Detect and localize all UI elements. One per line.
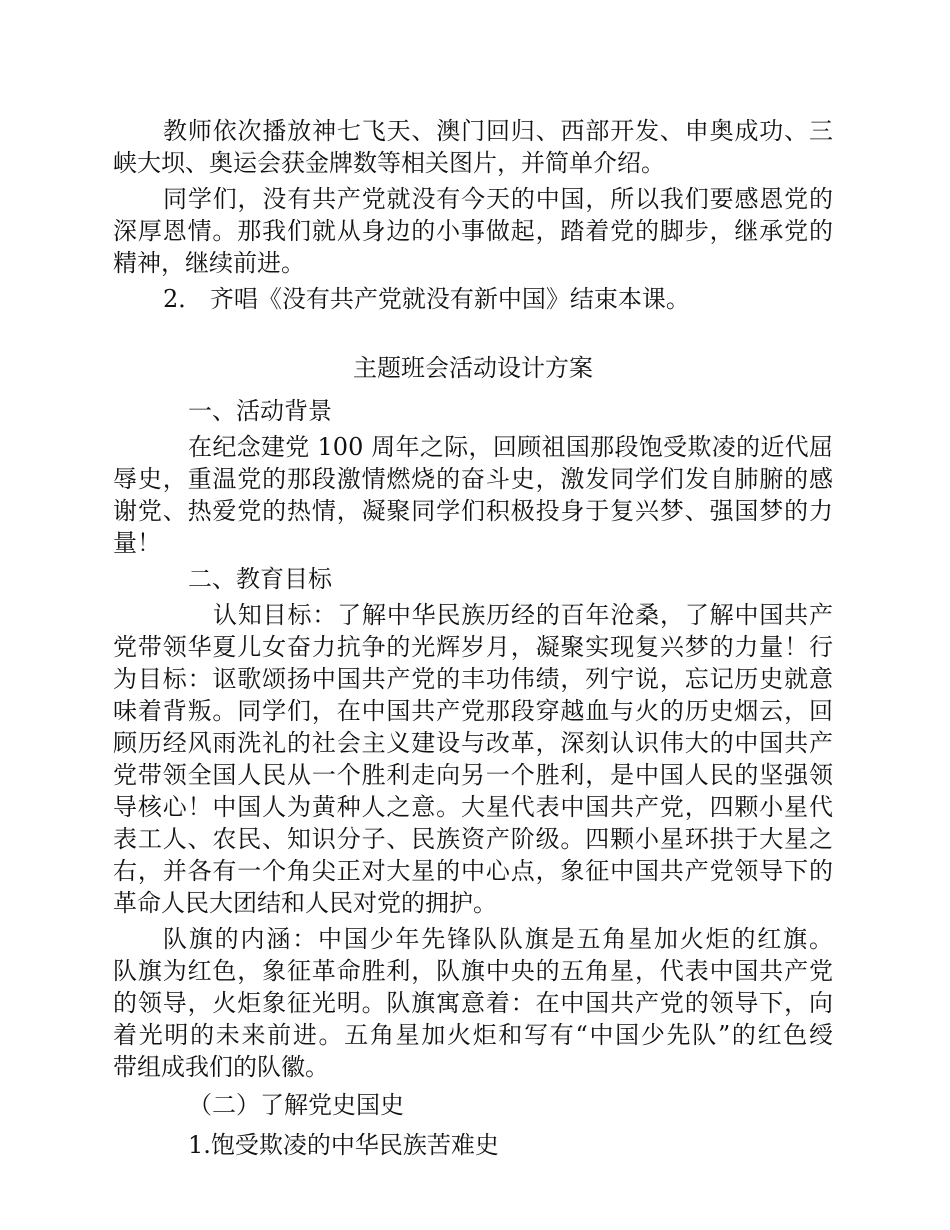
heading-education-goals: 二、教育目标 (188, 565, 332, 593)
paragraph-goals-line-8: 表工人、农民、知识分子、民族资产阶级。四颗小星环拱于大星之 (113, 825, 833, 853)
paragraph-flag-line-4: 着光明的未来前进。五角星加火炬和写有“中国少先队”的红色绶 (113, 1021, 833, 1049)
paragraph-background-line-3: 谢党、热爱党的热情，凝聚同学们积极投身于复兴梦、强国梦的力 (113, 497, 833, 525)
paragraph-goals-line-9: 右，并各有一个角尖正对大星的中心点，象征中国共产党领导下的 (113, 857, 833, 885)
paragraph-flag-line-2: 队旗为红色，象征革命胜利，队旗中央的五角星，代表中国共产党 (113, 957, 833, 985)
paragraph-background-line-2: 辱史，重温党的那段激情燃烧的奋斗史，激发同学们发自肺腑的感 (113, 465, 833, 493)
paragraph-background-line-4: 量！ (113, 529, 161, 557)
paragraph-goals-line-2: 党带领华夏儿女奋力抗争的光辉岁月，凝聚实现复兴梦的力量！行 (113, 633, 833, 661)
heading-activity-background: 一、活动背景 (188, 397, 332, 425)
paragraph-flag-line-3: 的领导，火炬象征光明。队旗寓意着：在中国共产党的领导下，向 (113, 989, 833, 1017)
paragraph-intro-line-2: 峡大坝、奥运会获金牌数等相关图片，并简单介绍。 (113, 149, 665, 177)
paragraph-goals-line-10: 革命人民大团结和人民对党的拥护。 (113, 889, 497, 917)
paragraph-goals-line-3: 为目标：讴歌颂扬中国共产党的丰功伟绩，列宁说，忘记历史就意 (113, 665, 833, 693)
paragraph-goals-line-4: 味着背叛。同学们，在中国共产党那段穿越血与火的历史烟云，回 (113, 697, 833, 725)
heading-party-history: （二）了解党史国史 (188, 1091, 404, 1119)
paragraph-goals-line-5: 顾历经风雨洗礼的社会主义建设与改革，深刻认识伟大的中国共产 (113, 729, 833, 757)
section-title: 主题班会活动设计方案 (353, 354, 593, 382)
paragraph-goals-line-1: 认知目标：了解中华民族历经的百年沧桑，了解中国共产 (213, 601, 833, 629)
list-item-suffering-history: 1.饱受欺凌的中华民族苦难史 (188, 1131, 499, 1159)
paragraph-flag-line-5: 带组成我们的队徽。 (113, 1053, 329, 1081)
paragraph-intro-line-1: 教师依次播放神七飞天、澳门回归、西部开发、申奥成功、三 (163, 117, 833, 145)
list-item-sing: 2． 齐唱《没有共产党就没有新中国》结束本课。 (163, 285, 690, 313)
paragraph-gratitude-line-3: 精神，继续前进。 (113, 249, 305, 277)
paragraph-gratitude-line-2: 深厚恩情。那我们就从身边的小事做起，踏着党的脚步，继承党的 (113, 217, 833, 245)
paragraph-background-line-1: 在纪念建党 100 周年之际，回顾祖国那段饱受欺凌的近代屈 (188, 433, 833, 461)
paragraph-flag-line-1: 队旗的内涵：中国少年先锋队队旗是五角星加火炬的红旗。 (163, 925, 833, 953)
paragraph-goals-line-6: 党带领全国人民从一个胜利走向另一个胜利，是中国人民的坚强领 (113, 761, 833, 789)
paragraph-gratitude-line-1: 同学们，没有共产党就没有今天的中国，所以我们要感恩党的 (163, 185, 833, 213)
paragraph-goals-line-7: 导核心！中国人为黄种人之意。大星代表中国共产党，四颗小星代 (113, 793, 833, 821)
